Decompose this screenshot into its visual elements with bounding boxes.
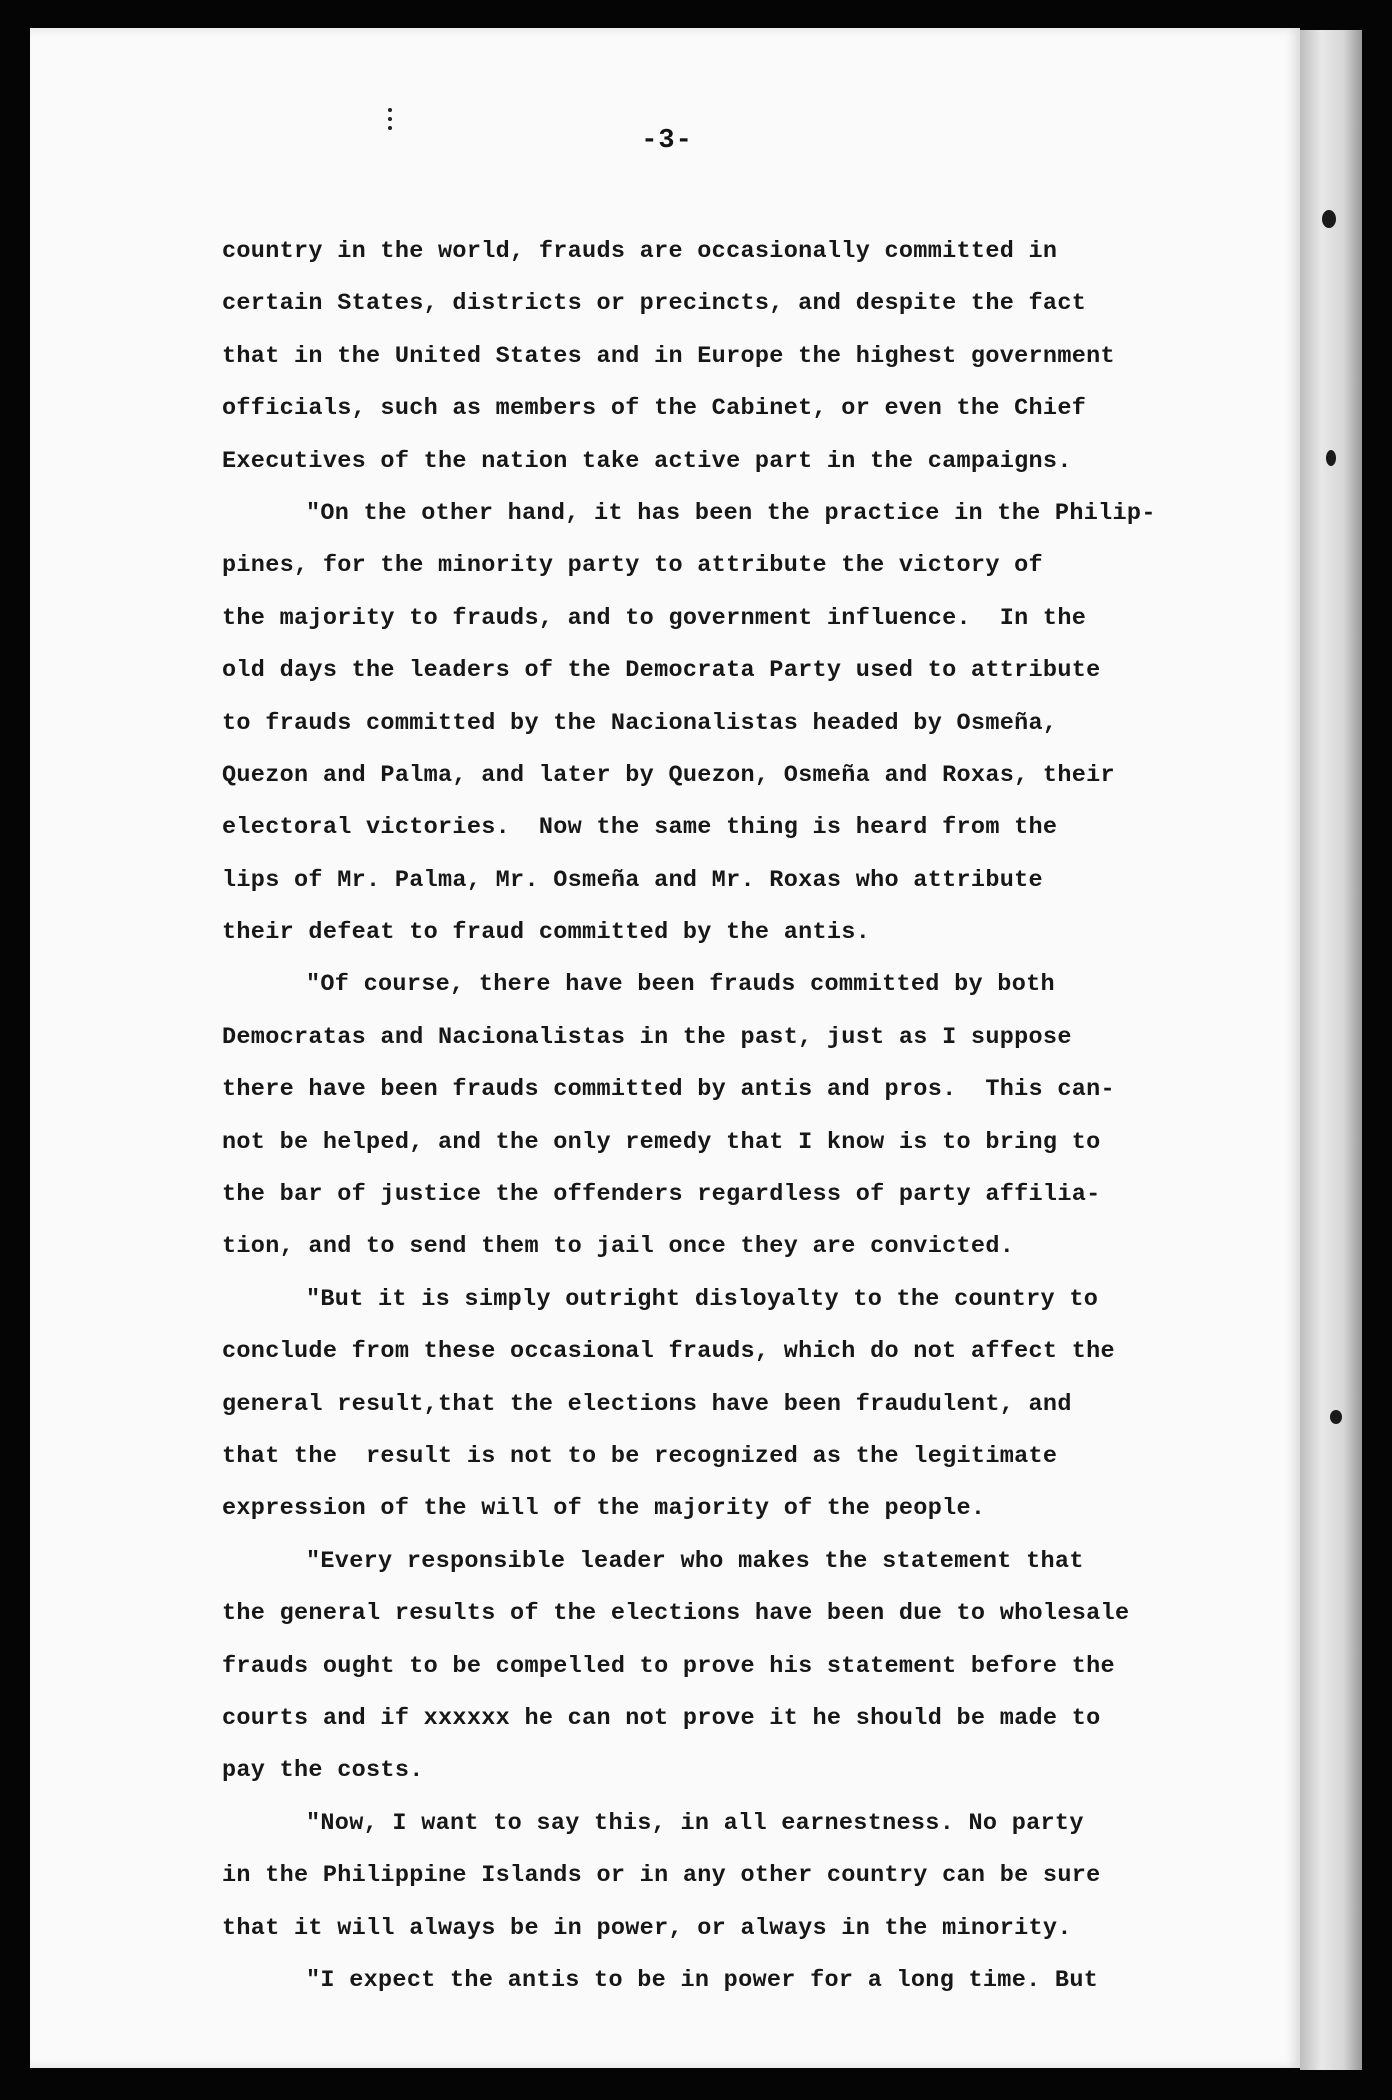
text-line: Executives of the nation take active part in the campaigns. — [222, 447, 1072, 475]
text-line: old days the leaders of the Democrata Party used to attribute — [222, 657, 1101, 685]
text-line: "But it is simply outright disloyalty to the country to — [306, 1285, 1099, 1313]
page-edge-mark — [1330, 1410, 1342, 1424]
text-line: Democratas and Nacionalistas in the past, just as I suppose — [222, 1023, 1072, 1051]
text-line: pines, for the minority party to attribute the victory of — [222, 552, 1043, 580]
text-line: electoral victories. Now the same thing is heard from the — [222, 814, 1058, 842]
text-line: not be helped, and the only remedy that I know is to bring to — [222, 1128, 1101, 1156]
text-line: Quezon and Palma, and later by Quezon, Osmeña and Roxas, their — [222, 761, 1115, 789]
text-line: that it will always be in power, or always in the minority. — [222, 1914, 1072, 1942]
text-line: courts and if xxxxxx he can not prove it he should be made to — [222, 1704, 1101, 1732]
text-line: in the Philippine Islands or in any other country can be sure — [222, 1862, 1101, 1890]
text-line: that the result is not to be recognized as the legitimate — [222, 1442, 1058, 1470]
text-line: that in the United States and in Europe the highest government — [222, 342, 1115, 370]
text-line: "Now, I want to say this, in all earnestness. No party — [306, 1809, 1084, 1837]
text-line: "Of course, there have been frauds committed by both — [306, 971, 1055, 999]
document-page — [30, 28, 1300, 2068]
text-line: officials, such as members of the Cabinet, or even the Chief — [222, 395, 1087, 423]
page-edge-mark — [1326, 450, 1336, 466]
text-line: the general results of the elections have been due to wholesale — [222, 1600, 1130, 1628]
text-line: general result,that the elections have been fraudulent, and — [222, 1390, 1072, 1418]
text-line: pay the costs. — [222, 1757, 424, 1785]
text-line: the bar of justice the offenders regardless of party affilia- — [222, 1181, 1101, 1209]
text-line: to frauds committed by the Nacionalistas headed by Osmeña, — [222, 709, 1058, 737]
text-line: tion, and to send them to jail once they are convicted. — [222, 1233, 1015, 1261]
page-edge-mark — [1322, 210, 1336, 228]
text-line: certain States, districts or precincts, and despite the fact — [222, 290, 1087, 318]
text-line: "On the other hand, it has been the practice in the Philip- — [306, 499, 1156, 527]
text-line: their defeat to fraud committed by the antis. — [222, 919, 871, 947]
text-line: the majority to frauds, and to government influence. In the — [222, 604, 1087, 632]
text-line: frauds ought to be compelled to prove his statement before the — [222, 1652, 1115, 1680]
body-text — [222, 226, 1282, 2007]
page-number: -3- — [641, 126, 693, 156]
text-line: conclude from these occasional frauds, which do not affect the — [222, 1338, 1115, 1366]
text-line: lips of Mr. Palma, Mr. Osmeña and Mr. Roxas who attribute — [222, 866, 1043, 894]
text-line: "Every responsible leader who makes the statement that — [306, 1547, 1084, 1575]
text-line: "I expect the antis to be in power for a long time. But — [306, 1966, 1099, 1994]
text-line: country in the world, frauds are occasionally committed in — [222, 238, 1058, 265]
adjacent-page-edge — [1300, 30, 1362, 2070]
text-line: there have been frauds committed by antis and pros. This can- — [222, 1076, 1115, 1104]
text-line: expression of the will of the majority of the people. — [222, 1495, 986, 1523]
